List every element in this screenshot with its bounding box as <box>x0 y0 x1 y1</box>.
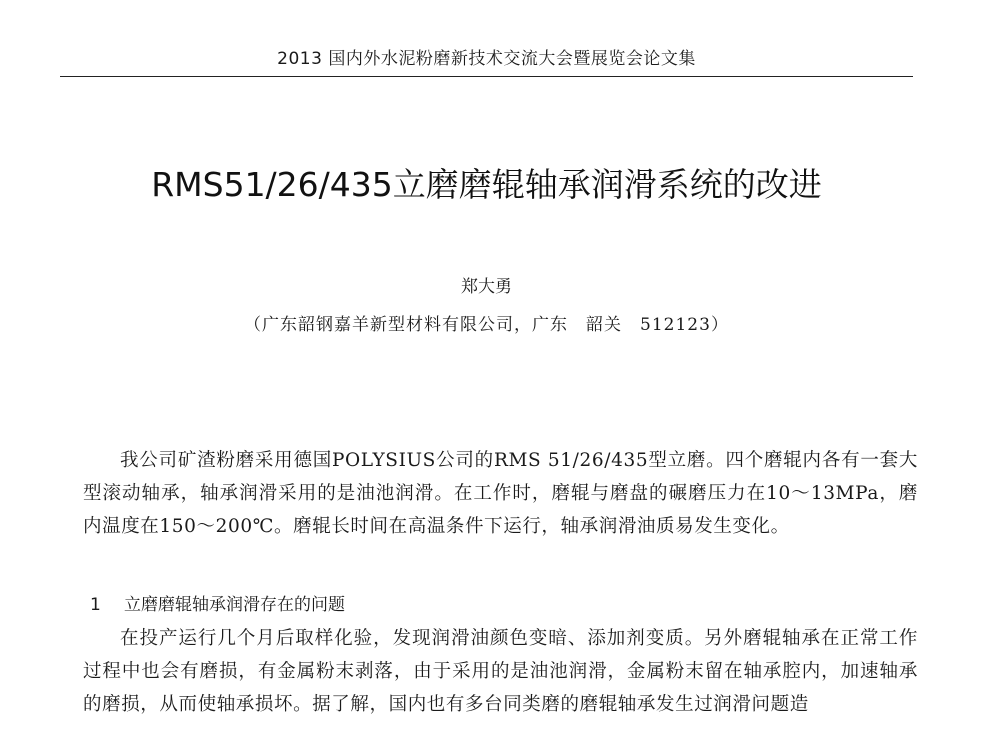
intro-paragraph: 我公司矿渣粉磨采用德国POLYSIUS公司的RMS 51/26/435型立磨。四个磨辊内各有一套大型滚动轴承，轴承润滑采用的是油池润滑。在工作时，磨辊与磨盘的碾磨压力在10～13MPa，磨内温度在150～200℃。磨辊长时间在高温条件下运行，轴承润滑油质易发生变化。 <box>83 450 918 537</box>
section-paragraph: 在投产运行几个月后取样化验，发现润滑油颜色变暗、添加剂变质。另外磨辊轴承在正常工作过程中也会有磨损，有金属粉末剥落，由于采用的是油池润滑，金属粉末留在轴承腔内，加速轴承的磨损，从而使轴承损坏。据了解，国内也有多台同类磨的磨辊轴承发生过润滑问题造 <box>83 628 918 715</box>
running-header: 2013 国内外水泥粉磨新技术交流大会暨展览会论文集 <box>60 42 913 77</box>
section-heading <box>90 592 345 618</box>
paper-title: RMS51/26/435立磨磨辊轴承润滑系统的改进 <box>151 165 822 204</box>
author-name: 郑大勇 <box>461 277 512 297</box>
section-title: 立磨磨辊轴承润滑存在的问题 <box>124 595 345 615</box>
section-number: 1 <box>90 595 101 615</box>
author-affiliation: （广东韶钢嘉羊新型材料有限公司，广东 韶关 512123） <box>244 315 729 335</box>
